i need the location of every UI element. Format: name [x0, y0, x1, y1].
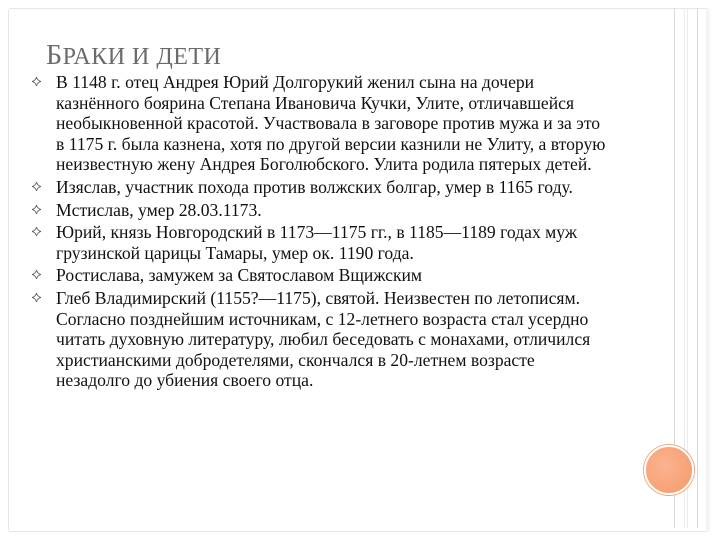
list-item: [32, 72, 612, 175]
orange-circle-decoration: [644, 445, 694, 495]
slide-edge-shadow: [706, 8, 712, 532]
list-item-text: Глеб Владимирский (1155?—1175), святой. Неизвестен по летописям. Согласно позднейшим источникам, с 12-летнего возраста стал усердно читать духовную литературу, любил беседовать с монахами, отличился христианскими добродетелями, скончался в 20-летнем возрасте незадолго до убиения своего отца.: [56, 287, 591, 391]
four-petal-flower-icon: [32, 77, 41, 86]
bullet-list: [32, 72, 612, 393]
four-petal-flower-icon: [32, 205, 41, 214]
list-item-text: Изяслав, участник похода против волжских болгар, умер в 1165 году.: [56, 176, 573, 197]
list-item-text: В 1148 г. отец Андрея Юрий Долгорукий женил сына на дочери казнённого боярина Степана Ивановича Кучки, Улите, отличавшейся необыкновенной красотой. Участвовала в заговоре против мужа и за это в 1175 г. была казнена, хотя по другой версии казнили не Улиту, а вторую неизвестную жену Андрея Боголюбского. Улита родила пятерых детей.: [56, 72, 606, 175]
four-petal-flower-icon: [32, 293, 41, 302]
slide-title: [46, 40, 221, 72]
list-item: [32, 288, 612, 391]
four-petal-flower-icon: [32, 227, 41, 236]
list-item: [32, 200, 612, 221]
four-petal-flower-icon: [32, 182, 41, 191]
title-first-letter: Б: [46, 40, 63, 71]
list-item: [32, 265, 612, 286]
list-item: [32, 222, 612, 263]
list-item: [32, 177, 612, 198]
title-rest: РАКИ И ДЕТИ: [62, 44, 222, 70]
list-item-text: Ростислава, замужем за Святославом Вщижским: [56, 265, 423, 286]
list-item-text: Мстислав, умер 28.03.1173.: [56, 199, 262, 220]
four-petal-flower-icon: [32, 270, 41, 279]
list-item-text: Юрий, князь Новгородский в 1173—1175 гг., в 1185—1189 годах муж грузинской царицы Тамары, умер ок. 1190 года.: [56, 222, 577, 263]
